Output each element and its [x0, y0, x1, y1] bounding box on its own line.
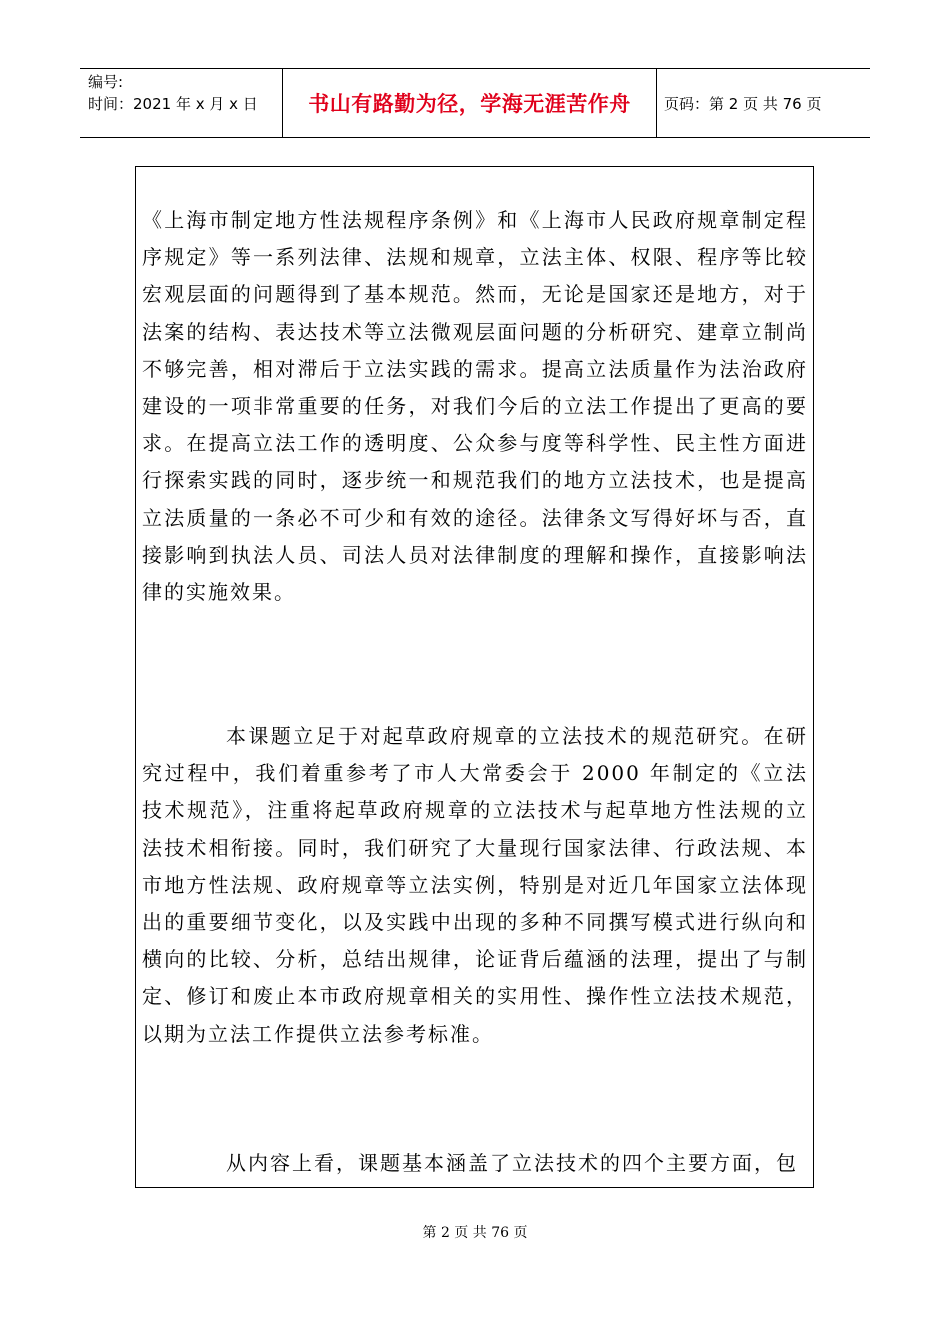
body-paragraph: 从内容上看，课题基本涵盖了立法技术的四个主要方面，包: [226, 1151, 798, 1175]
header-meta: [88, 71, 280, 115]
content-box: [135, 166, 814, 1188]
document-date: 时间：2021 年 x 月 x 日: [88, 95, 258, 113]
page-footer: 第 2 页 共 76 页: [422, 1225, 528, 1241]
document-number-label: 编号:: [88, 73, 124, 91]
body-paragraph: 本课题立足于对起草政府规章的立法技术的规范研究。在研究过程中，我们着重参考了市人大常委会于 2000 年制定的《立法技术规范》，注重将起草政府规章的立法技术与起草地方性法规的立法技术相衔接。同时，我们研究了大量现行国家法律、行政法规、本市地方性法规、政府规章等立法实例，特别是对近几年国家立法体现出的重要细节变化，以及实践中出现的多种不同撰写模式进行纵向和横向的比较、分析，总结出规律，论证背后蕴涵的法理，提出了与制定、修订和废止本市政府规章相关的实用性、操作性立法技术规范，以期为立法工作提供立法参考标准。: [142, 724, 808, 1046]
header-page-info: 页码：第 2 页 共 76 页: [664, 94, 822, 113]
document-header: [80, 68, 870, 138]
header-motto: 书山有路勤为径，学海无涯苦作舟: [308, 92, 631, 116]
header-divider: [656, 69, 657, 137]
body-paragraph: 《上海市制定地方性法规程序条例》和《上海市人民政府规章制定程序规定》等一系列法律、法规和规章，立法主体、权限、程序等比较宏观层面的问题得到了基本规范。然而，无论是国家还是地方，对于法案的结构、表达技术等立法微观层面问题的分析研究、建章立制尚不够完善，相对滞后于立法实践的需求。提高立法质量作为法治政府建设的一项非常重要的任务，对我们今后的立法工作提出了更高的要求。在提高立法工作的透明度、公众参与度等科学性、民主性方面进行探索实践的同时，逐步统一和规范我们的地方立法技术，也是提高立法质量的一条必不可少和有效的途径。法律条文写得好坏与否，直接影响到执法人员、司法人员对法律制度的理解和操作，直接影响法律的实施效果。: [142, 208, 808, 605]
